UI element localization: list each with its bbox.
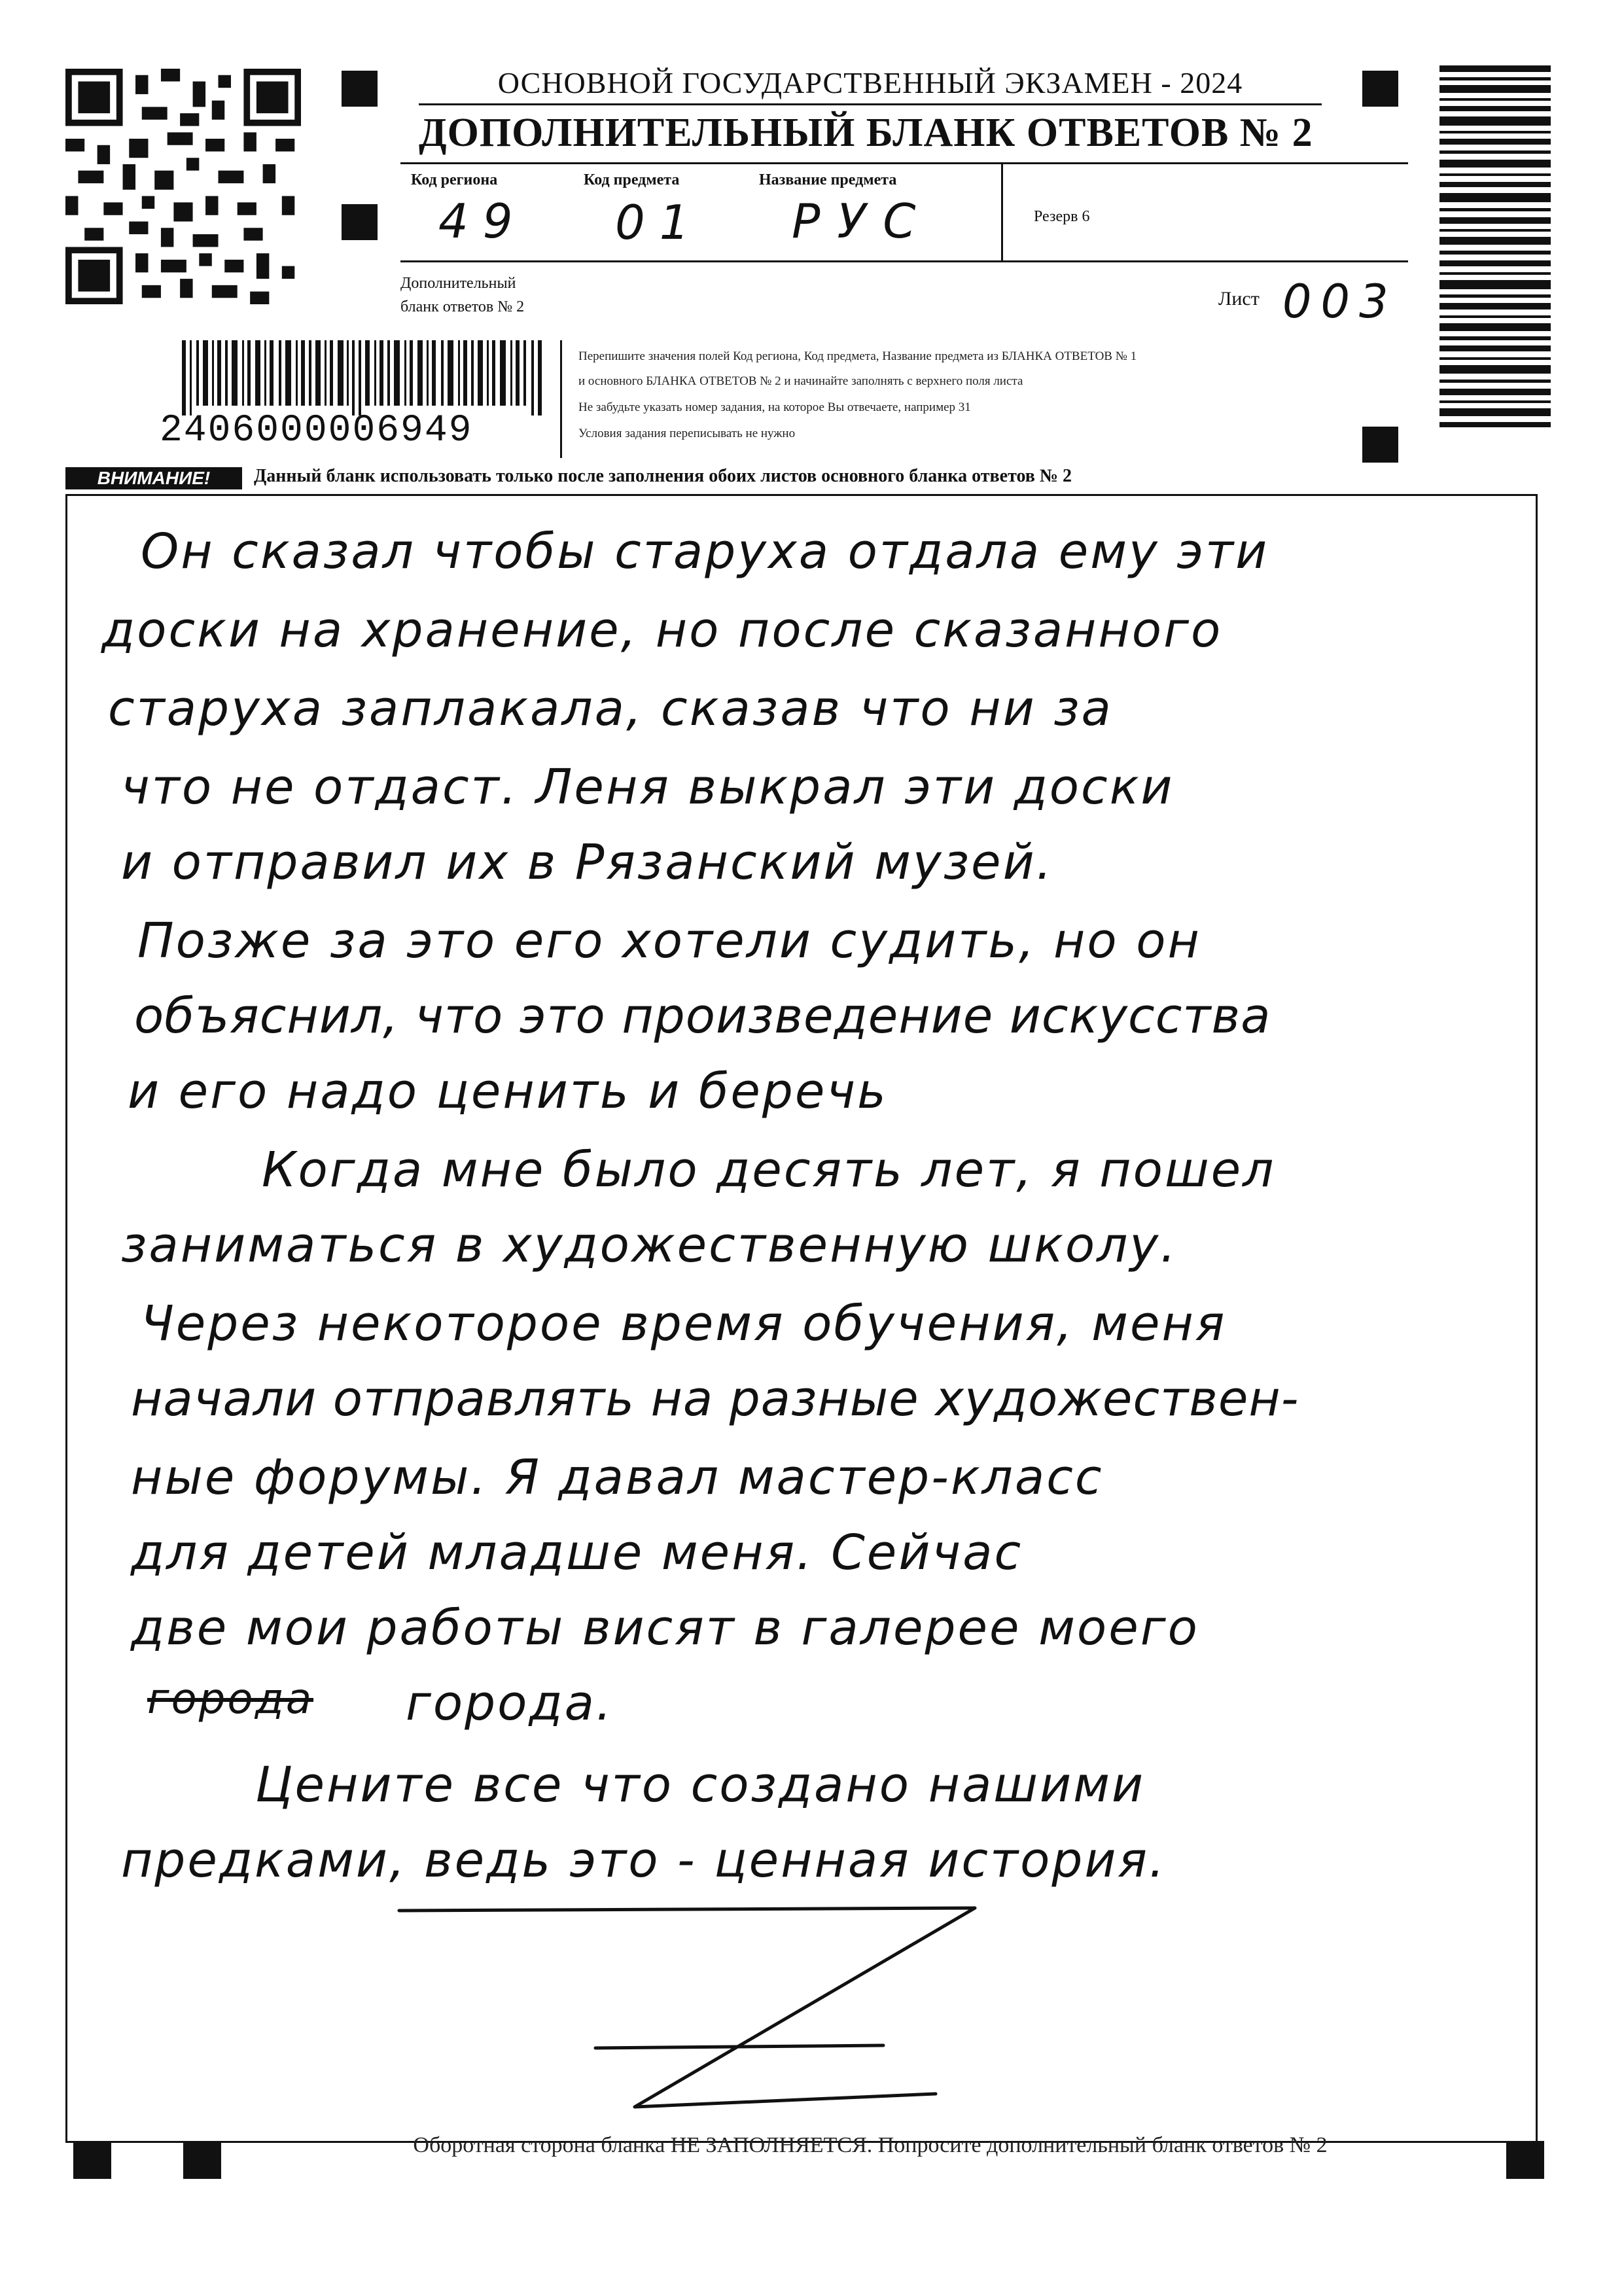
z-closing-mark <box>386 1898 1008 2133</box>
reserve-label: Резерв 6 <box>1034 208 1090 225</box>
attention-text: Данный бланк использовать только после заполнения обоих листов основного бланка ответов № 2 <box>254 466 1072 486</box>
corner-marker-bottom-right <box>1506 2141 1544 2179</box>
answer-line-16: города. <box>406 1675 614 1731</box>
answer-line-3: старуха заплакала, сказав что ни за <box>108 680 1113 737</box>
corner-marker-top-left <box>342 71 378 107</box>
answer-line-9: Когда мне было десять лет, я пошел <box>262 1142 1276 1198</box>
answer-line-11: Через некоторое время обучения, меня <box>141 1296 1227 1352</box>
form-type-line1: Дополнительный <box>400 275 516 292</box>
side-barcode <box>1439 65 1551 432</box>
answer-line-12: начали отправлять на разные художествен- <box>131 1371 1299 1427</box>
region-label: Код региона <box>411 171 498 188</box>
header-divider <box>1001 162 1003 260</box>
answer-line-7: объяснил, что это произведение искусства <box>134 988 1271 1044</box>
answer-line-10: заниматься в художественную школу. <box>121 1217 1178 1273</box>
answer-line-2: доски на хранение, но после сказанного <box>101 602 1223 658</box>
corner-marker-bottom-left-1 <box>73 2141 111 2179</box>
corner-marker-mid-left <box>342 204 378 240</box>
subject-code-label: Код предмета <box>584 171 680 188</box>
struck-out-word: города <box>147 1675 314 1723</box>
instruction-line-2: и основного БЛАНКА ОТВЕТОВ № 2 и начинайте заполнять с верхнего поля листа <box>578 374 1023 388</box>
barcode <box>182 340 548 415</box>
answer-line-1: Он сказал чтобы старуха отдала ему эти <box>141 523 1269 580</box>
answer-line-15: две мои работы висят в галерее моего <box>131 1600 1199 1656</box>
instruction-line-3: Не забудьте указать номер задания, на которое Вы отвечаете, например 31 <box>578 400 971 414</box>
form-type-line2: бланк ответов № 2 <box>400 298 525 315</box>
subject-name-value[interactable]: РУС <box>792 194 933 249</box>
header-line-bottom <box>400 260 1408 262</box>
sheet-value[interactable]: 003 <box>1282 275 1398 328</box>
answer-line-17: Цените все что создано нашими <box>255 1757 1146 1813</box>
answer-line-4: что не отдаст. Леня выкрал эти доски <box>121 759 1174 815</box>
subject-code-value[interactable]: 01 <box>615 195 704 250</box>
answer-line-13: ные форумы. Я давал мастер-класс <box>131 1449 1104 1506</box>
corner-marker-right <box>1362 427 1398 463</box>
corner-marker-top-right <box>1362 71 1398 107</box>
qr-code <box>65 65 301 308</box>
answer-line-14: для детей младше меня. Сейчас <box>131 1525 1023 1581</box>
corner-marker-bottom-left-2 <box>183 2141 221 2179</box>
answer-line-8: и его надо ценить и беречь <box>128 1063 888 1120</box>
footer-note: Оборотная сторона бланка НЕ ЗАПОЛНЯЕТСЯ. Попросите дополнительный бланк ответов № 2 <box>413 2133 1328 2157</box>
instruction-line-1: Перепишите значения полей Код региона, Код предмета, Название предмета из БЛАНКА ОТВЕТОВ № 1 <box>578 349 1137 363</box>
answer-line-18: предками, ведь это - ценная история. <box>121 1832 1167 1888</box>
instruction-line-4: Условия задания переписывать не нужно <box>578 427 796 440</box>
answer-line-6: Позже за это его хотели судить, но он <box>137 913 1201 969</box>
barcode-number: 2406000006949 <box>160 410 473 452</box>
answer-line-5: и отправил их в Рязанский музей. <box>121 834 1054 891</box>
instructions-divider <box>560 340 562 458</box>
exam-title: ОСНОВНОЙ ГОСУДАРСТВЕННЫЙ ЭКЗАМЕН - 2024 <box>497 66 1243 99</box>
subject-name-label: Название предмета <box>759 171 897 188</box>
sheet-label: Лист <box>1218 288 1260 309</box>
title-underline <box>419 103 1322 105</box>
attention-badge: ВНИМАНИЕ! <box>65 467 242 489</box>
form-title: ДОПОЛНИТЕЛЬНЫЙ БЛАНК ОТВЕТОВ № 2 <box>419 111 1313 155</box>
region-value[interactable]: 49 <box>438 194 527 249</box>
header-line-top <box>400 162 1408 164</box>
